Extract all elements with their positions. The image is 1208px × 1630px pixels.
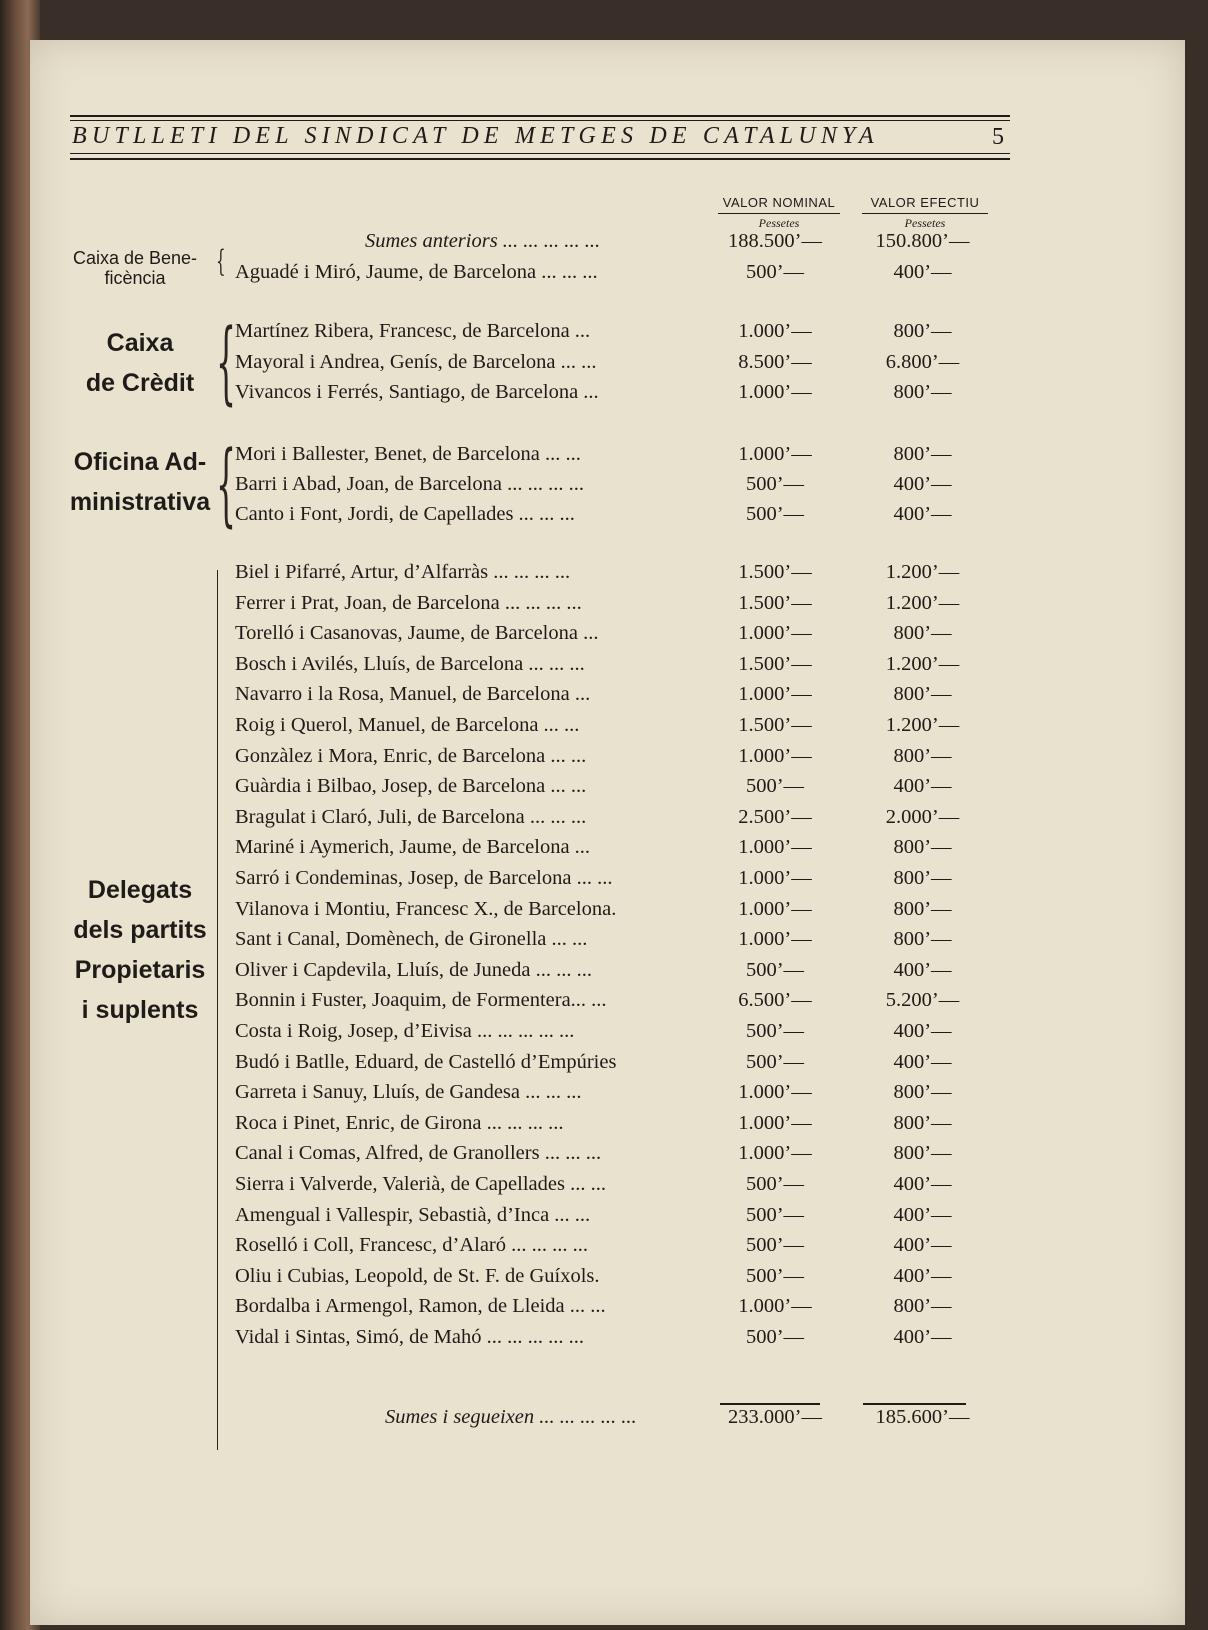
row-nominal: 500’— — [745, 503, 805, 525]
label-line: ficència — [104, 268, 166, 288]
row-nominal: 1.500’— — [738, 714, 812, 736]
entry-row — [235, 928, 1015, 958]
row-label: Roig i Querol, Manuel, de Barcelona ... ... — [235, 714, 580, 736]
row-label: Mariné i Aymerich, Jaume, de Barcelona ... — [235, 836, 591, 859]
row-efectiu: 150.800’— — [875, 230, 970, 252]
row-efectiu: 800’— — [893, 1142, 952, 1165]
entry-row — [235, 714, 1015, 744]
column-title: VALOR NOMINAL — [722, 195, 836, 210]
row-nominal: 188.500’— — [728, 230, 822, 252]
entry-row — [235, 989, 1015, 1019]
section-label-credit — [65, 323, 215, 403]
row-nominal: 500’— — [745, 1234, 805, 1257]
row-nominal: 500’— — [745, 1020, 805, 1042]
row-nominal: 500’— — [745, 261, 805, 283]
label-line: Caixa de Bene- — [72, 248, 198, 268]
row-label: Biel i Pifarré, Artur, d’Alfarràs ... ... ... ... — [235, 561, 571, 583]
row-label: Canto i Font, Jordi, de Capellades ... ... ... — [235, 503, 575, 525]
row-label: Gonzàlez i Mora, Enric, de Barcelona ... ... — [235, 744, 587, 767]
row-efectiu: 400’— — [893, 1050, 952, 1073]
row-nominal: 1.000’— — [738, 1142, 812, 1165]
row-nominal: 1.000’— — [738, 381, 812, 403]
row-efectiu: 400’— — [893, 1203, 952, 1226]
brace-icon: { — [216, 310, 237, 415]
page — [30, 40, 1185, 1625]
row-nominal: 500’— — [745, 958, 805, 981]
row-label: Oliu i Cubias, Leopold, de St. F. de Guíxols. — [235, 1264, 600, 1287]
row-label: Martínez Ribera, Francesc, de Barcelona ... — [235, 320, 591, 342]
page-number: 5 — [992, 124, 1004, 150]
entry-row — [235, 561, 1015, 591]
row-nominal: 1.000’— — [738, 1295, 812, 1318]
brace-icon: { — [216, 244, 226, 279]
row-label: Vidal i Sintas, Simó, de Mahó ... ... ... ... ... — [235, 1326, 584, 1348]
entry-row — [235, 320, 1015, 350]
row-efectiu: 400’— — [893, 958, 952, 981]
row-label: Barri i Abad, Joan, de Barcelona ... ... ... ... — [235, 473, 584, 495]
row-label: Sumes anteriors ... ... ... ... ... — [365, 230, 601, 252]
row-label: Amengual i Vallespir, Sebastià, d’Inca ... ... — [235, 1203, 591, 1226]
header-rule — [70, 120, 1010, 121]
header-rule — [70, 158, 1010, 160]
row-nominal: 500’— — [745, 1264, 805, 1287]
row-nominal: 1.000’— — [738, 897, 812, 920]
label-line: Delegats — [87, 876, 193, 904]
label-line: ministrativa — [69, 488, 211, 516]
row-efectiu: 800’— — [893, 897, 952, 920]
row-nominal: 500’— — [745, 1050, 805, 1073]
row-efectiu: 400’— — [893, 775, 952, 798]
row-label: Vivancos i Ferrés, Santiago, de Barcelona ... — [235, 381, 599, 403]
row-label: Mayoral i Andrea, Genís, de Barcelona ... ... — [235, 350, 597, 373]
row-nominal: 8.500’— — [738, 350, 812, 373]
row-label: Sarró i Condeminas, Josep, de Barcelona ... ... — [235, 867, 613, 889]
entry-row — [235, 806, 1015, 836]
row-efectiu: 800’— — [893, 381, 952, 403]
row-nominal: 500’— — [745, 1326, 805, 1348]
entry-row — [235, 1081, 1015, 1111]
row-efectiu: 1.200’— — [885, 714, 960, 736]
row-nominal: 1.000’— — [738, 320, 812, 342]
entry-row — [235, 1204, 1015, 1234]
entry-row — [235, 261, 1015, 291]
running-title: BUTLLETI DEL SINDICAT DE METGES DE CATALUNYA — [72, 123, 879, 149]
sum-rule — [720, 1403, 820, 1405]
row-label: Bordalba i Armengol, Ramon, de Lleida ... ... — [235, 1295, 606, 1318]
entry-row — [235, 959, 1015, 989]
row-nominal: 500’— — [745, 1203, 805, 1226]
row-efectiu: 400’— — [893, 1020, 952, 1042]
row-nominal: 1.500’— — [738, 652, 812, 675]
row-label: Guàrdia i Bilbao, Josep, de Barcelona ... ... — [235, 775, 587, 798]
row-efectiu: 800’— — [893, 867, 952, 889]
entry-row — [235, 775, 1015, 805]
entry-row — [235, 1020, 1015, 1050]
label-line: Caixa — [106, 329, 174, 357]
row-efectiu: 800’— — [893, 1081, 952, 1104]
entry-row — [235, 381, 1015, 411]
previous-sums-row — [235, 230, 1015, 260]
row-label: Navarro i la Rosa, Manuel, de Barcelona ... — [235, 683, 591, 706]
column-header-nominal — [718, 195, 840, 231]
row-label: Sumes i segueixen ... ... ... ... ... — [385, 1406, 637, 1428]
label-line: de Crèdit — [85, 369, 195, 397]
row-nominal: 1.000’— — [738, 1081, 812, 1104]
row-efectiu: 800’— — [893, 744, 952, 767]
row-efectiu: 400’— — [893, 261, 952, 283]
row-nominal: 1.500’— — [738, 561, 812, 583]
entry-row — [235, 351, 1015, 381]
section-label-oficina — [60, 442, 220, 522]
row-nominal: 500’— — [745, 473, 805, 495]
row-efectiu: 400’— — [893, 1173, 952, 1195]
entry-row — [235, 1326, 1015, 1356]
row-label: Canal i Comas, Alfred, de Granollers ... ... ... — [235, 1142, 602, 1165]
entry-row — [235, 653, 1015, 683]
row-efectiu: 1.200’— — [885, 591, 960, 614]
row-nominal: 6.500’— — [738, 989, 812, 1012]
row-efectiu: 800’— — [893, 683, 952, 706]
column-header-efectiu — [862, 195, 988, 231]
row-nominal: 1.000’— — [738, 744, 812, 767]
row-efectiu: 400’— — [893, 1326, 952, 1348]
column-rule — [718, 213, 840, 214]
row-efectiu: 185.600’— — [875, 1406, 970, 1428]
entry-row — [235, 836, 1015, 866]
brace-icon: { — [216, 432, 237, 537]
row-nominal: 1.000’— — [738, 867, 812, 889]
row-efectiu: 800’— — [893, 928, 952, 951]
row-efectiu: 6.800’— — [885, 350, 960, 373]
row-nominal: 1.000’— — [738, 622, 812, 645]
section-label-delegats — [60, 870, 220, 1030]
row-efectiu: 1.200’— — [885, 652, 960, 675]
entry-row — [235, 1173, 1015, 1203]
entry-row — [235, 1112, 1015, 1142]
row-efectiu: 800’— — [893, 622, 952, 645]
entry-row — [235, 1142, 1015, 1172]
row-nominal: 1.000’— — [738, 443, 812, 465]
row-nominal: 233.000’— — [728, 1406, 822, 1428]
row-nominal: 1.000’— — [738, 928, 812, 951]
row-label: Bosch i Avilés, Lluís, de Barcelona ... ... ... — [235, 652, 585, 675]
row-label: Bonnin i Fuster, Joaquim, de Formentera... ... — [235, 989, 607, 1012]
row-efectiu: 800’— — [893, 1295, 952, 1318]
column-rule — [862, 213, 988, 214]
row-efectiu: 5.200’— — [885, 989, 960, 1012]
row-efectiu: 1.200’— — [885, 561, 960, 583]
row-efectiu: 800’— — [893, 320, 952, 342]
row-nominal: 1.500’— — [738, 591, 812, 614]
row-efectiu: 800’— — [893, 836, 952, 859]
row-label: Costa i Roig, Josep, d’Eivisa ... ... ... ... ... — [235, 1020, 575, 1042]
row-label: Mori i Ballester, Benet, de Barcelona ... ... — [235, 443, 581, 465]
label-line: i suplents — [81, 996, 199, 1024]
row-nominal: 1.000’— — [738, 683, 812, 706]
row-efectiu: 400’— — [893, 503, 952, 525]
row-efectiu: 400’— — [893, 473, 952, 495]
section-label-beneficencia — [60, 248, 210, 288]
row-nominal: 500’— — [745, 775, 805, 798]
row-label: Torelló i Casanovas, Jaume, de Barcelona ... — [235, 622, 599, 645]
entry-row — [235, 898, 1015, 928]
entry-row — [235, 622, 1015, 652]
header-rule — [70, 153, 1010, 154]
row-efectiu: 400’— — [893, 1234, 952, 1257]
row-label: Budó i Batlle, Eduard, de Castelló d’Empúries — [235, 1050, 617, 1073]
row-label: Bragulat i Claró, Juli, de Barcelona ... ... ... — [235, 805, 587, 828]
row-nominal: 500’— — [745, 1173, 805, 1195]
entry-row — [235, 443, 1015, 473]
row-label: Aguadé i Miró, Jaume, de Barcelona ... ... ... — [235, 261, 598, 283]
row-label: Ferrer i Prat, Joan, de Barcelona ... ... ... ... — [235, 591, 582, 614]
entry-row — [235, 1295, 1015, 1325]
row-efectiu: 800’— — [893, 1111, 952, 1134]
section-bracket-line — [217, 570, 218, 1450]
row-nominal: 2.500’— — [738, 805, 812, 828]
row-efectiu: 2.000’— — [885, 805, 960, 828]
entry-row — [235, 683, 1015, 713]
column-unit: Pessetes — [904, 216, 946, 230]
column-title: VALOR EFECTIU — [870, 195, 980, 210]
row-efectiu: 800’— — [893, 443, 952, 465]
entry-row — [235, 1265, 1015, 1295]
row-label: Sierra i Valverde, Valerià, de Capellades ... ... — [235, 1173, 606, 1195]
label-line: dels partits — [73, 916, 207, 944]
row-label: Sant i Canal, Domènech, de Gironella ... ... — [235, 928, 588, 951]
label-line: Oficina Ad- — [73, 448, 207, 476]
entry-row — [235, 745, 1015, 775]
row-label: Oliver i Capdevila, Lluís, de Juneda ... ... ... — [235, 958, 592, 981]
label-line: Propietaris — [74, 956, 206, 984]
entry-row — [235, 1051, 1015, 1081]
entry-row — [235, 867, 1015, 897]
row-nominal: 1.000’— — [738, 836, 812, 859]
entry-row — [235, 592, 1015, 622]
row-label: Roca i Pinet, Enric, de Girona ... ... ... ... — [235, 1111, 564, 1134]
entry-row — [235, 503, 1015, 533]
row-label: Garreta i Sanuy, Lluís, de Gandesa ... ... ... — [235, 1081, 582, 1104]
sum-rule — [863, 1403, 966, 1405]
row-label: Roselló i Coll, Francesc, d’Alaró ... ... ... ... — [235, 1234, 589, 1257]
column-unit: Pessetes — [758, 216, 800, 230]
row-nominal: 1.000’— — [738, 1111, 812, 1134]
entry-row — [235, 1234, 1015, 1264]
row-label: Vilanova i Montiu, Francesc X., de Barcelona. — [235, 897, 617, 920]
header-rule — [70, 115, 1010, 117]
entry-row — [235, 473, 1015, 503]
row-efectiu: 400’— — [893, 1264, 952, 1287]
